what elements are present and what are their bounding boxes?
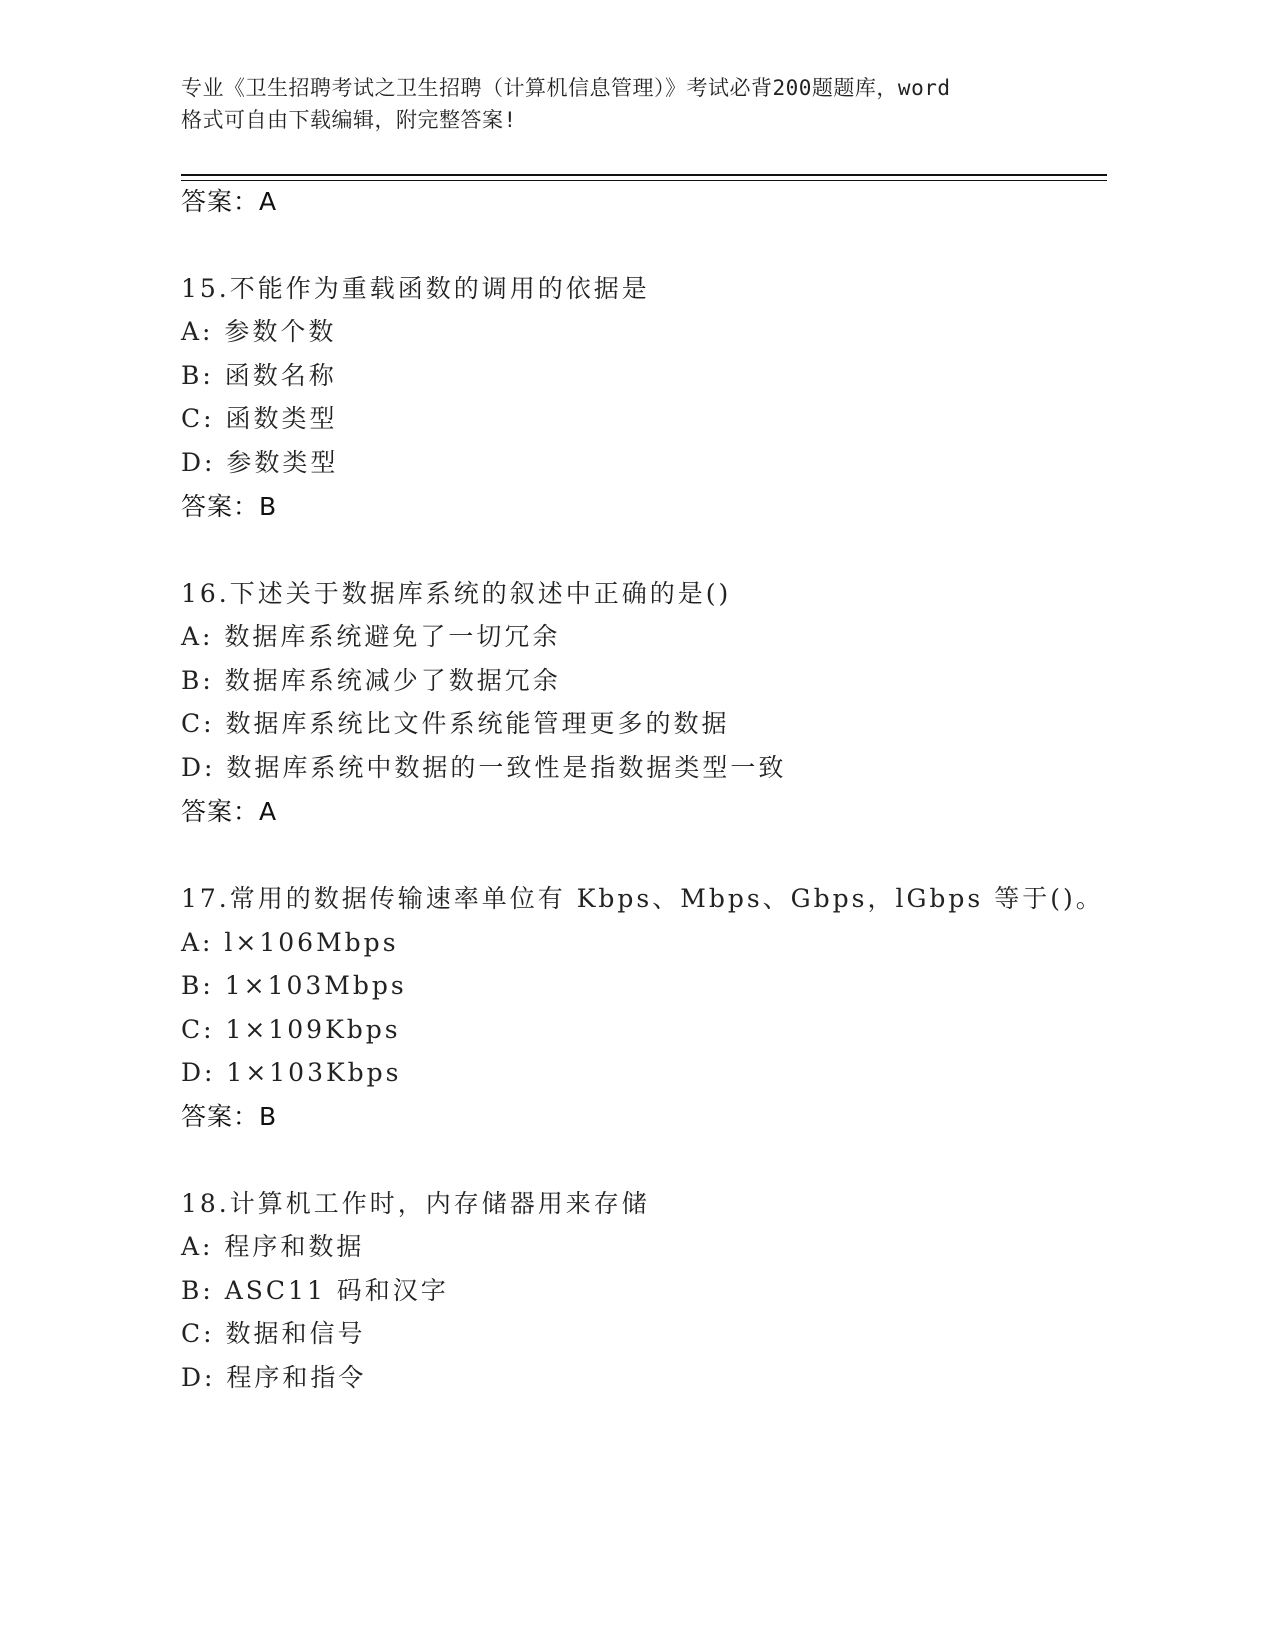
option-c: C: 数据和信号: [181, 1319, 366, 1348]
option-c: C: 1×109Kbps: [181, 1015, 401, 1044]
option-b: B: 数据库系统减少了数据冗余: [181, 666, 561, 695]
option-a: A: 参数个数: [181, 317, 337, 346]
option-b: B: 1×103Mbps: [181, 971, 407, 1000]
option-c: C: 数据库系统比文件系统能管理更多的数据: [181, 709, 730, 738]
option-d: D: 程序和指令: [181, 1363, 367, 1392]
option-d: D: 参数类型: [181, 448, 339, 477]
answer-label: 答案：B: [181, 1102, 278, 1131]
document-header: [181, 72, 1061, 136]
answer-label: 答案：A: [181, 187, 278, 216]
question-stem: 16.下述关于数据库系统的叙述中正确的是(): [181, 579, 732, 608]
question-stem: 18.计算机工作时，内存储器用来存储: [181, 1189, 650, 1218]
header-rule-thick: [181, 174, 1107, 176]
answer-label: 答案：A: [181, 797, 278, 826]
header-rule-thin: [181, 180, 1107, 181]
question-stem: 15.不能作为重载函数的调用的依据是: [181, 274, 650, 303]
question-stem: 17.常用的数据传输速率单位有 Kbps、Mbps、Gbps，lGbps 等于()。: [181, 884, 1104, 913]
option-d: D: 数据库系统中数据的一致性是指数据类型一致: [181, 753, 787, 782]
option-a: A: 数据库系统避免了一切冗余: [181, 622, 561, 651]
option-a: A: l×106Mbps: [181, 928, 399, 957]
option-c: C: 函数类型: [181, 404, 338, 433]
header-line-2: 格式可自由下载编辑，附完整答案!: [181, 108, 517, 132]
option-d: D: 1×103Kbps: [181, 1058, 402, 1087]
option-a: A: 程序和数据: [181, 1232, 365, 1261]
option-b: B: ASC11 码和汉字: [181, 1276, 449, 1305]
answer-label: 答案：B: [181, 492, 278, 521]
option-b: B: 函数名称: [181, 361, 337, 390]
header-line-1: 专业《卫生招聘考试之卫生招聘（计算机信息管理）》考试必背200题题库，word: [181, 76, 951, 100]
